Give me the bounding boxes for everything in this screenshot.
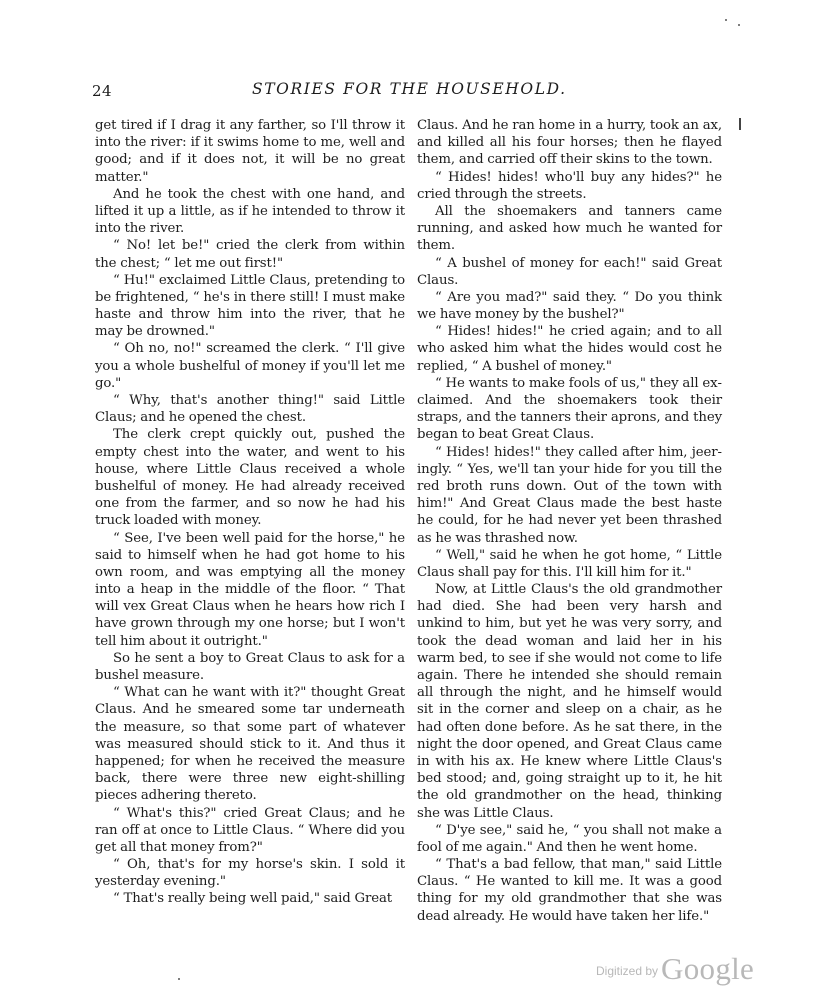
scan-speck bbox=[178, 978, 180, 980]
paragraph: And he took the chest with one hand, and lifted it up a little, as if he intended to throw it into the river. bbox=[95, 186, 405, 237]
running-title: STORIES FOR THE HOUSEHOLD. bbox=[252, 80, 567, 98]
paragraph: “ D'ye see," said he, “ you shall not make a fool of me again." And then he went home. bbox=[417, 822, 722, 855]
digitized-by-watermark bbox=[596, 951, 754, 987]
scan-artifact-line bbox=[739, 118, 741, 130]
paragraph: “ That's really being well paid," said Great bbox=[113, 891, 393, 907]
paragraph: “ What can he want with it?" thought Great Claus. And he smeared some tar underneath the measure, so that some part of whatever was measured should stick to it. And thus it happened; for when he received the measure back, there were three new eight-shilling pieces adhering thereto. bbox=[95, 685, 405, 804]
paragraph: “ Are you mad?" said they. “ Do you think we have money by the bushel?" bbox=[417, 289, 722, 323]
scan-speck bbox=[725, 19, 727, 21]
paragraph: Claus. And he ran home in a hurry, took an ax, and killed all his four horses; then he flayed them, and carried off their skins to the town. bbox=[417, 118, 722, 168]
page-header bbox=[92, 80, 722, 104]
paragraph: “ That's a bad fellow, that man," said Little Claus. “ He wanted to kill me. It was a good thing for my old grandmother that she was dead already. He would have taken her life." bbox=[417, 857, 722, 924]
paragraph: “ Hides! hides!" they called after him, jeeringly. “ Yes, we'll tan your hide for you till the red broth runs down. Out of the town with him!" And Great Claus made the best haste he could, for he had never yet been thrashed as he was thrashed now. bbox=[417, 444, 722, 546]
paragraph: “ A bushel of money for each!" said Great Claus. bbox=[417, 255, 722, 288]
paragraph: All the shoemakers and tanners came running, and asked how much he wanted for them. bbox=[417, 203, 722, 254]
paragraph: The clerk crept quickly out, pushed the empty chest into the water, and went to his house, where Little Claus received a whole bushelful of money. He had already received one from the farmer, and so now he had his truck loaded with money. bbox=[95, 427, 405, 529]
page-number: 24 bbox=[92, 82, 113, 100]
paragraph: “ Oh no, no!" screamed the clerk. “ I'll give you a whole bushelful of money if you'll let me go." bbox=[95, 341, 405, 391]
left-column bbox=[95, 117, 405, 908]
google-logo: Google bbox=[661, 951, 755, 986]
paragraph: So he sent a boy to Great Claus to ask for a bushel measure. bbox=[95, 650, 405, 683]
paragraph: Now, at Little Claus's the old grandmother had died. She had been very harsh and unkind to him, but yet he was very sorry, and took the dead woman and laid her in his warm bed, to see if she would not come to life again. There he intended she should remain all through the night, and he himself would sit in the corner and sleep on a chair, as he had often done before. As he sat there, in the night the door opened, and Great Claus came in with his ax. He knew where Little Claus's bed stood; and, going straight up to it, he hit the old grandmother on the head, thinking she was Little Claus. bbox=[417, 582, 722, 821]
scan-speck bbox=[738, 24, 740, 26]
paragraph: “ Hides! hides!" he cried again; and to all who asked him what the hides would cost he replied, “ A bushel of money." bbox=[417, 324, 722, 374]
right-column bbox=[417, 117, 722, 925]
paragraph: “ Hides! hides! who'll buy any hides?" he cried through the streets. bbox=[417, 169, 722, 202]
paragraph: “ Why, that's another thing!" said Little Claus; and he opened the chest. bbox=[95, 393, 405, 426]
paragraph: “ Hu!" exclaimed Little Claus, pretending to be frightened, “ he's in there still! I must make haste and throw him into the river, that he may be drowned." bbox=[95, 272, 405, 340]
watermark-prefix: Digitized by bbox=[596, 964, 659, 978]
paragraph: “ What's this?" cried Great Claus; and he ran off at once to Little Claus. “ Where did you get all that money from?" bbox=[95, 805, 405, 855]
paragraph: “ No! let be!" cried the clerk from within the chest; “ let me out first!" bbox=[95, 238, 405, 271]
paragraph: “ Well," said he when he got home, “ Little Claus shall pay for this. I'll kill him for it." bbox=[417, 547, 722, 580]
paragraph: “ He wants to make fools of us," they all exclaimed. And the shoemakers took their straps, and the tanners their aprons, and they began to beat Great Claus. bbox=[417, 375, 722, 443]
paragraph: “ See, I've been well paid for the horse," he said to himself when he had got home to his own room, and was emptying all the money into a heap in the middle of the floor. “ That will vex Great Claus when he hears how rich I have grown through my one horse; but I won't tell him about it outright." bbox=[95, 530, 405, 649]
paragraph: “ Oh, that's for my horse's skin. I sold it yesterday evening." bbox=[95, 857, 405, 890]
paragraph: get tired if I drag it any farther, so I'll throw it into the river: if it swims home to me, well and good; and if it does not, it will be no great matter." bbox=[95, 118, 405, 185]
